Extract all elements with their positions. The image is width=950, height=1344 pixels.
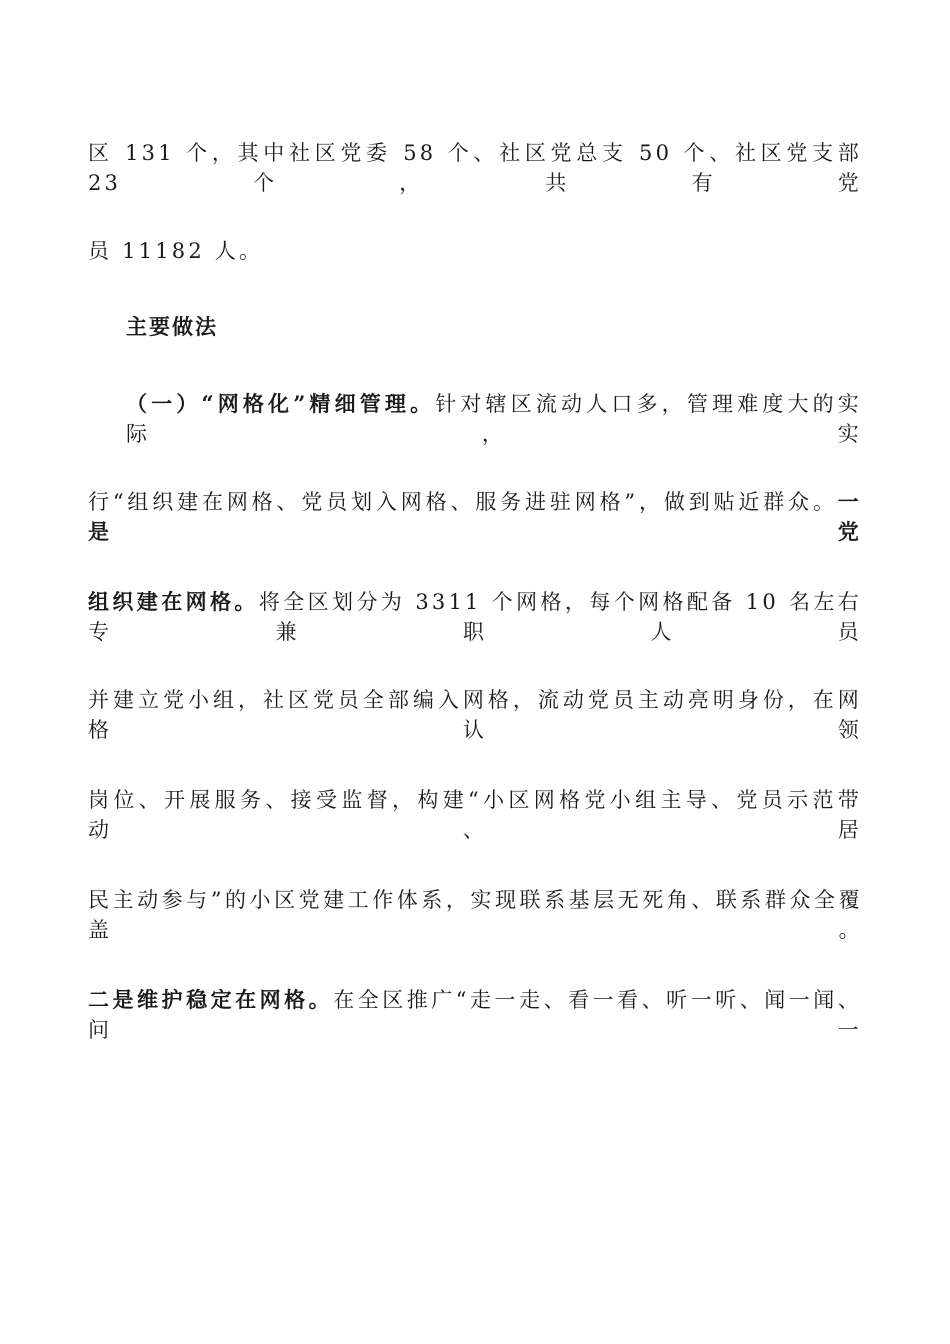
line-text: 并建立党小组，社区党员全部编入网格，流动党员主动亮明身份，在网格认领: [88, 688, 862, 742]
subsection-title: （一）“网格化”精细管理。: [126, 391, 436, 416]
paragraph-line: [88, 138, 862, 198]
paragraph-line: [88, 236, 862, 266]
paragraph-line: [88, 785, 862, 845]
bold-phrase: 二是维护稳定在网格。: [88, 987, 334, 1012]
paragraph-line: [88, 985, 862, 1045]
line-text: 员 11182 人。: [88, 239, 264, 263]
line-text: 将全区划分为 3311 个网格，每个网格配备 10 名左右专兼职人员: [88, 590, 863, 644]
paragraph-line: [88, 685, 862, 745]
line-text: 岗位、开展服务、接受监督，构建“小区网格党小组主导、党员示范带动、居: [88, 788, 862, 842]
paragraph-line: [88, 587, 862, 647]
line-text: 针对辖区流动人口多，管理难度大的实际，实: [126, 392, 862, 446]
paragraph-line: [88, 885, 862, 945]
section-heading: [126, 312, 862, 342]
line-text: 区 131 个，其中社区党委 58 个、社区党总支 50 个、社区党支部 23 个，共有党: [88, 141, 862, 195]
paragraph-line: [88, 487, 862, 547]
section-heading-text: 主要做法: [126, 314, 218, 339]
bold-phrase: 组织建在网格。: [88, 589, 259, 614]
paragraph-line: [126, 389, 862, 449]
bold-phrase: 一是党: [88, 489, 862, 544]
line-text: 在全区推广“走一走、看一看、听一听、闻一闻、问一: [88, 988, 863, 1042]
line-text: 行“组织建在网格、党员划入网格、服务进驻网格”，做到贴近群众。: [88, 490, 838, 514]
line-text: 民主动参与”的小区党建工作体系，实现联系基层无死角、联系群众全覆盖。: [88, 888, 862, 942]
